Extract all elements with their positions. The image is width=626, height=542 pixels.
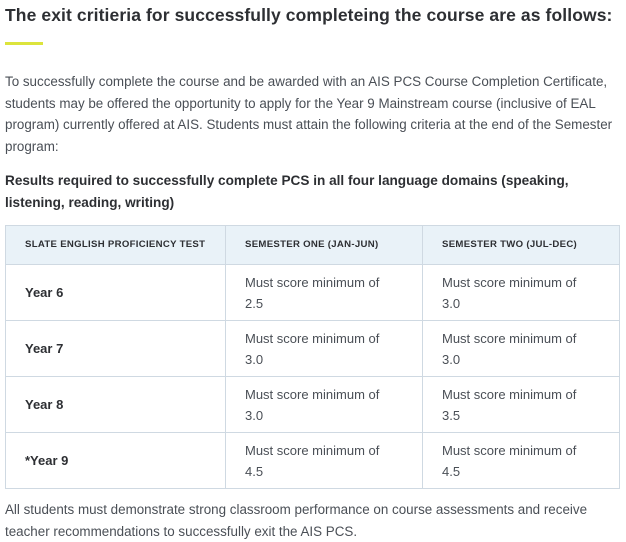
semester-two-cell (423, 433, 620, 489)
minimum-score: 3.0 (442, 295, 461, 311)
requirement-text: Must score minimum of (442, 442, 577, 458)
minimum-score: 3.0 (442, 351, 461, 367)
page-title: The exit critieria for successfully completeing the course are as follows: (5, 5, 613, 25)
requirement-text: Must score minimum of (442, 330, 577, 346)
criteria-table (5, 225, 620, 489)
semester-two-cell (423, 377, 620, 433)
minimum-score: 3.0 (245, 351, 264, 367)
year-label: Year 7 (6, 321, 226, 377)
requirement-text: Must score minimum of (245, 330, 380, 346)
column-header-semester-one: SEMESTER ONE (JAN-JUN) (226, 226, 423, 265)
semester-one-cell (226, 265, 423, 321)
results-subheading: Results required to successfully complete PCS in all four language domains (speaking, listening, reading, writing) (5, 173, 569, 210)
table-header-row (6, 226, 620, 265)
intro-paragraph: To successfully complete the course and be awarded with an AIS PCS Course Completion Certificate, students may be offered the opportunity to apply for the Year 9 Mainstream course (inclusive of EAL program) currently offered at AIS. Students must attain the following criteria at the end of the Semester program: (5, 74, 613, 154)
footer-paragraph: All students must demonstrate strong classroom performance on course assessments and receive teacher recommendations to successfully exit the AIS PCS. (5, 502, 588, 539)
column-header-semester-two: SEMESTER TWO (JUL-DEC) (423, 226, 620, 265)
semester-two-cell (423, 265, 620, 321)
year-label: Year 8 (6, 377, 226, 433)
table-row (6, 377, 620, 433)
title-accent-bar (5, 42, 43, 45)
semester-one-cell (226, 433, 423, 489)
requirement-text: Must score minimum of (442, 386, 577, 402)
year-label: Year 6 (6, 265, 226, 321)
requirement-text: Must score minimum of (245, 442, 380, 458)
requirement-text: Must score minimum of (245, 274, 380, 290)
minimum-score: 3.0 (245, 407, 264, 423)
table-row (6, 433, 620, 489)
table-row (6, 321, 620, 377)
minimum-score: 3.5 (442, 407, 461, 423)
semester-one-cell (226, 321, 423, 377)
requirement-text: Must score minimum of (245, 386, 380, 402)
semester-two-cell (423, 321, 620, 377)
requirement-text: Must score minimum of (442, 274, 577, 290)
year-label: *Year 9 (6, 433, 226, 489)
minimum-score: 4.5 (245, 463, 264, 479)
minimum-score: 4.5 (442, 463, 461, 479)
semester-one-cell (226, 377, 423, 433)
column-header-test: SLATE ENGLISH PROFICIENCY TEST (6, 226, 226, 265)
minimum-score: 2.5 (245, 295, 264, 311)
table-row (6, 265, 620, 321)
